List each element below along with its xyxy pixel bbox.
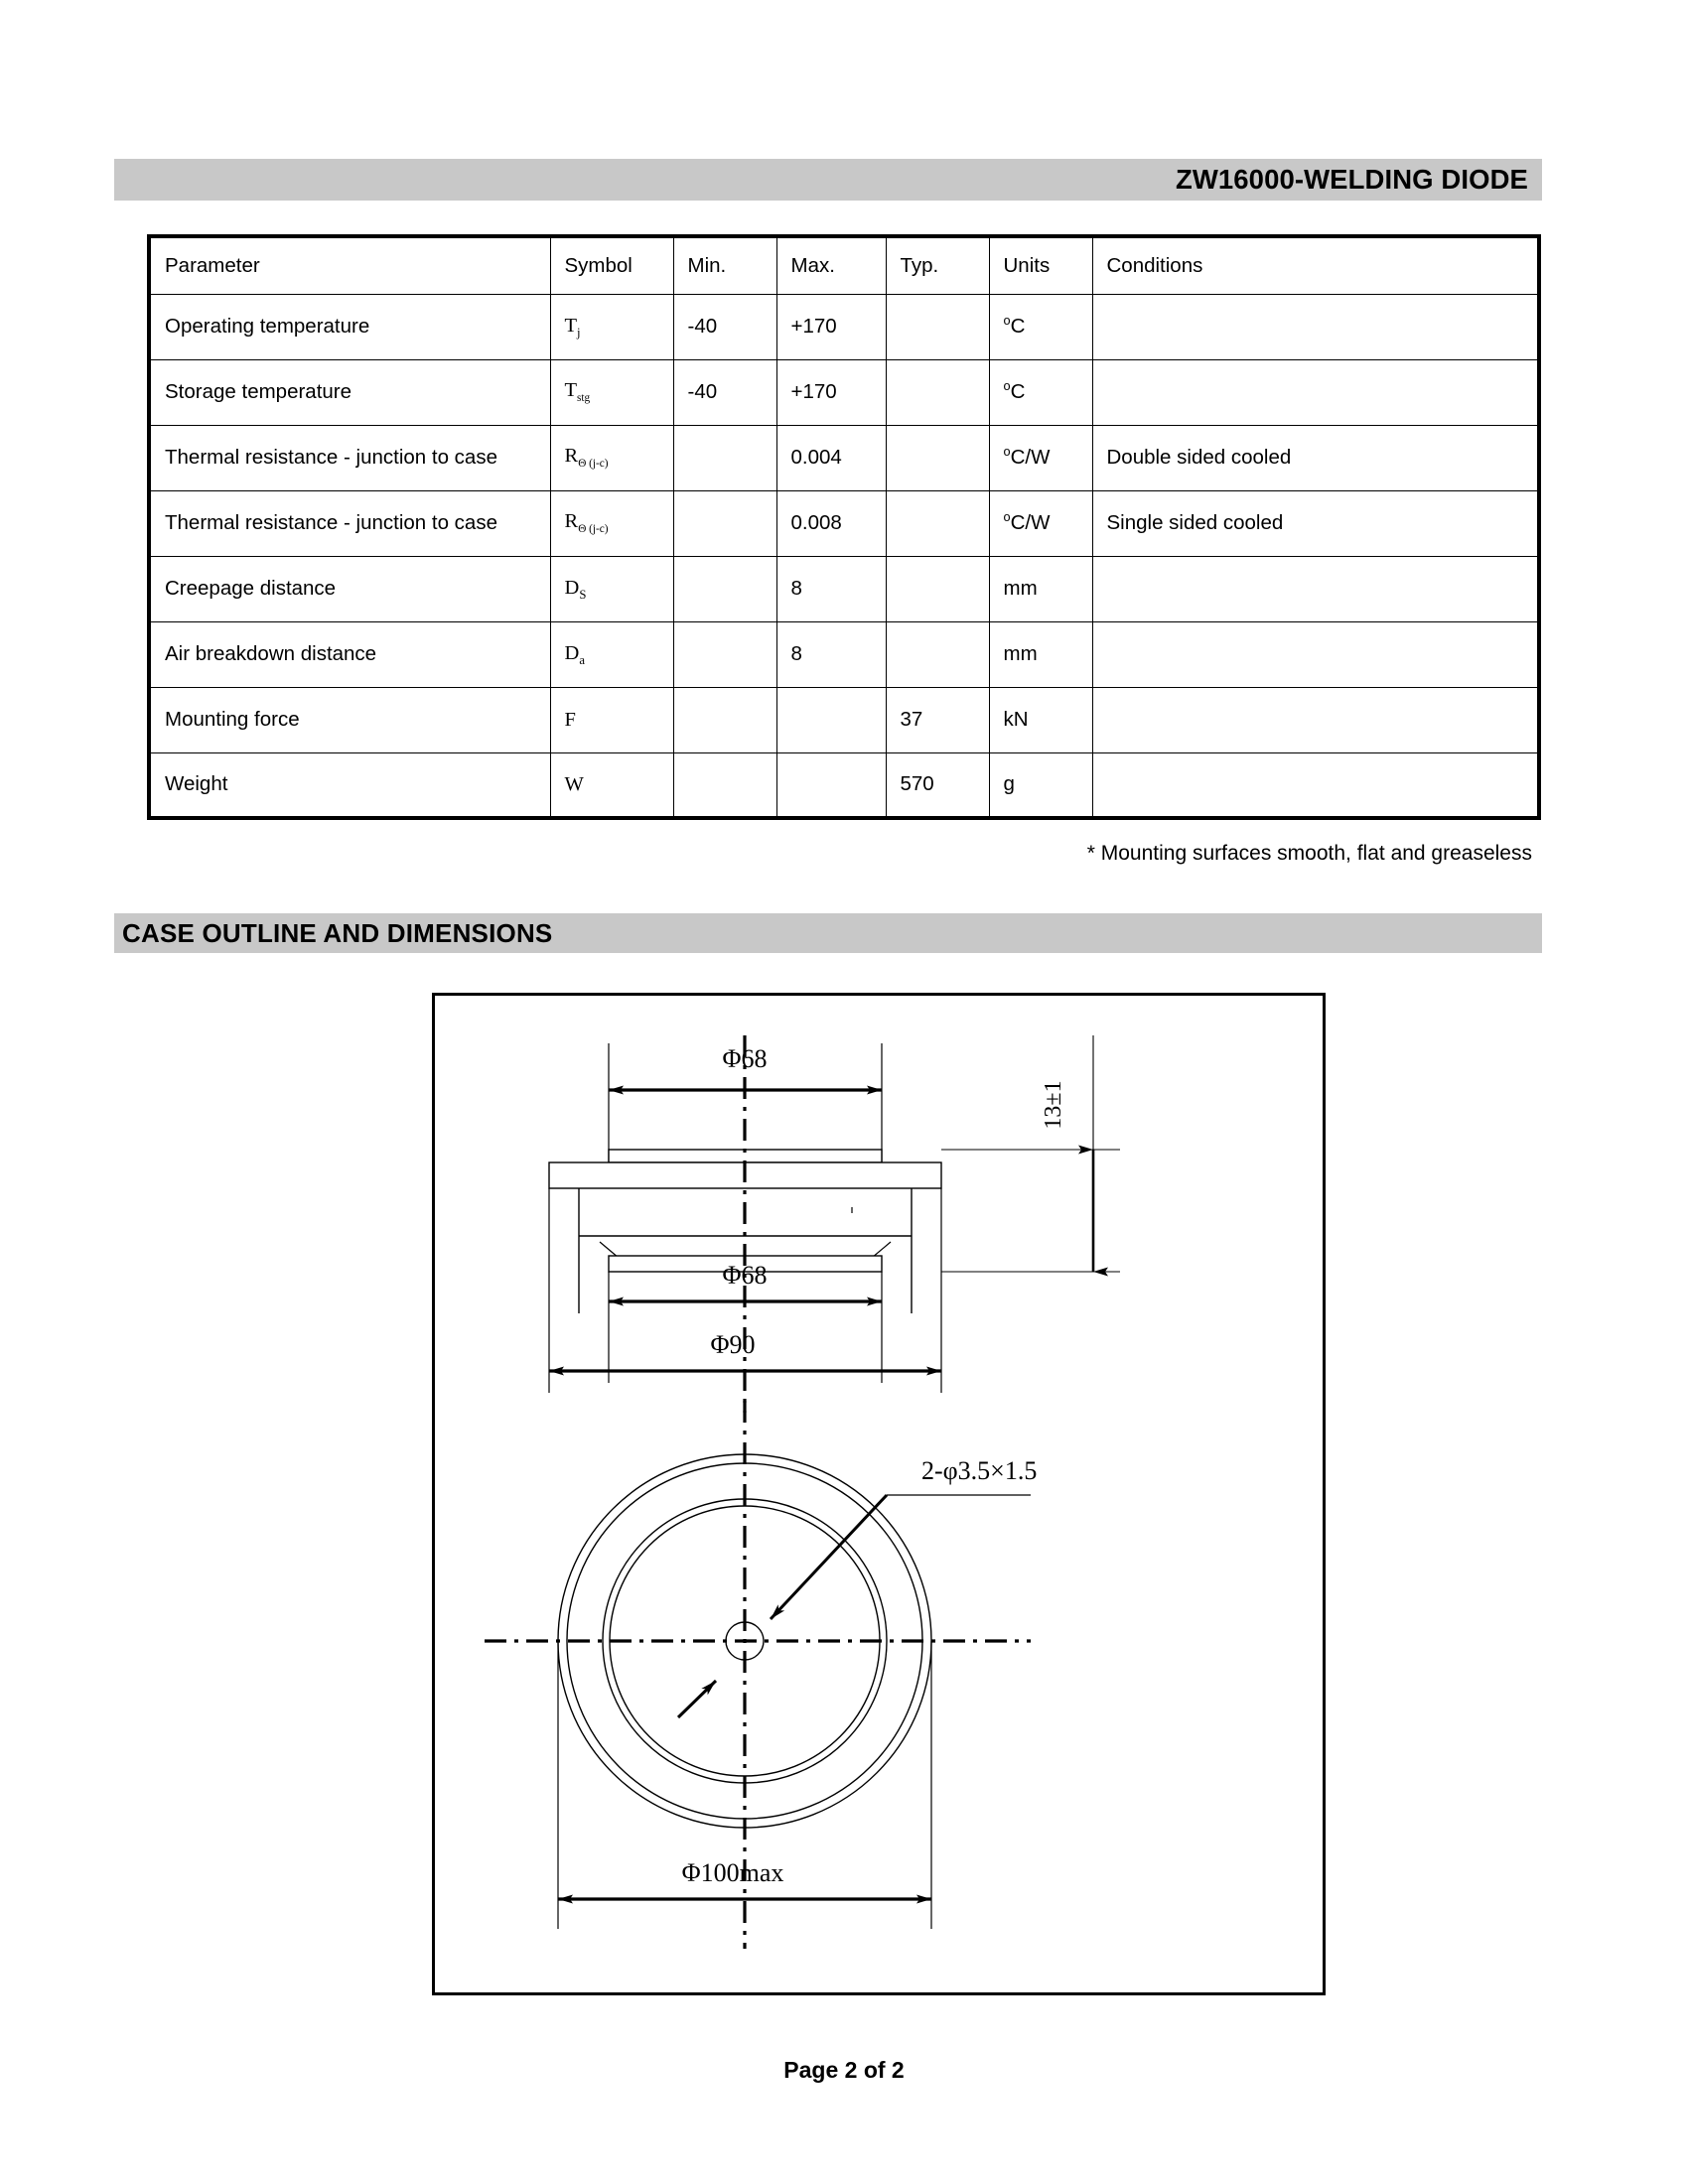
mounting-footnote: * Mounting surfaces smooth, flat and greaseless [1086,842,1532,865]
cell-parameter: Weight [149,752,550,818]
cell-symbol [550,490,673,556]
table-row [149,425,1539,490]
units-text: C/W [1010,446,1051,469]
cell-typ [886,425,989,490]
symbol-base: R [564,510,579,533]
dim-label-height: 13±1 [1041,1080,1066,1130]
degree-symbol: o [1003,313,1011,329]
degree-symbol: o [1003,444,1011,460]
cell-typ [886,490,989,556]
cell-conditions [1092,359,1539,425]
units-text: C/W [1010,511,1051,534]
cell-min [673,425,776,490]
cell-max: +170 [776,294,886,359]
cell-min [673,752,776,818]
table-row [149,687,1539,752]
symbol-subscript: Θ (j-c) [578,523,609,536]
column-header-units: Units [989,236,1092,294]
cell-typ: 570 [886,752,989,818]
column-header-symbol: Symbol [550,236,673,294]
units-text: C [1010,380,1026,403]
cell-typ: 37 [886,687,989,752]
column-header-min: Min. [673,236,776,294]
section-title: CASE OUTLINE AND DIMENSIONS [122,917,553,948]
dim-label-mid-diameter: Φ68 [722,1261,768,1290]
page-title: ZW16000-WELDING DIODE [1175,164,1528,195]
parameters-table [147,234,1541,820]
units-text: g [1003,772,1015,796]
cell-units [989,752,1092,818]
cell-parameter: Creepage distance [149,556,550,621]
cell-min [673,556,776,621]
dim-label-top-diameter: Φ68 [722,1044,768,1073]
cell-min: -40 [673,294,776,359]
symbol-subscript: S [579,587,587,602]
cell-typ [886,294,989,359]
cell-min [673,621,776,687]
dim-label-hole-note: 2-φ3.5×1.5 [921,1456,1038,1485]
cell-max: 0.004 [776,425,886,490]
cell-units [989,621,1092,687]
cell-parameter: Mounting force [149,687,550,752]
cell-units [989,425,1092,490]
cell-min: -40 [673,359,776,425]
cell-conditions [1092,294,1539,359]
symbol-base: T [564,314,578,337]
cell-max: 8 [776,621,886,687]
cell-symbol [550,752,673,818]
cell-max: 0.008 [776,490,886,556]
cell-parameter: Operating temperature [149,294,550,359]
symbol-base: D [564,576,580,599]
cell-symbol [550,425,673,490]
table-body [149,294,1539,818]
page-footer: Page 2 of 2 [783,2057,905,2083]
table-header [149,236,1539,294]
symbol-subscript: j [577,325,581,340]
leader-line-hole-note-2 [678,1681,716,1717]
table-row [149,752,1539,818]
cell-units [989,687,1092,752]
symbol-subscript: stg [577,392,591,405]
units-text: C [1010,315,1026,338]
cell-min [673,490,776,556]
cell-symbol [550,687,673,752]
dim-label-outer-diameter: Φ100max [681,1858,784,1887]
cell-conditions [1092,621,1539,687]
case-outline-svg [435,996,1323,1992]
cell-conditions: Double sided cooled [1092,425,1539,490]
table-row [149,621,1539,687]
cell-conditions: Single sided cooled [1092,490,1539,556]
case-outline-drawing [432,993,1326,1995]
column-header-conditions: Conditions [1092,236,1539,294]
table-row [149,359,1539,425]
table-row [149,294,1539,359]
cell-typ [886,556,989,621]
cell-min [673,687,776,752]
cell-parameter: Thermal resistance - junction to case [149,490,550,556]
table-row [149,490,1539,556]
cell-parameter: Thermal resistance - junction to case [149,425,550,490]
degree-symbol: o [1003,378,1011,394]
section-header-band [114,913,1542,953]
cell-units [989,294,1092,359]
column-header-parameter: Parameter [149,236,550,294]
dim-label-flange-diameter: Φ90 [710,1330,756,1359]
symbol-base: T [564,379,578,402]
column-header-typ: Typ. [886,236,989,294]
symbol-base: W [564,772,584,795]
cell-units [989,359,1092,425]
table-header-row [149,236,1539,294]
cell-max: 8 [776,556,886,621]
cell-symbol [550,294,673,359]
symbol-subscript: Θ (j-c) [578,458,609,471]
units-text: mm [1003,577,1038,600]
degree-symbol: o [1003,509,1011,525]
cell-parameter: Storage temperature [149,359,550,425]
table-row [149,556,1539,621]
cell-typ [886,359,989,425]
symbol-base: D [564,641,580,664]
units-text: mm [1003,642,1038,665]
cell-conditions [1092,556,1539,621]
cell-symbol [550,359,673,425]
units-text: kN [1003,708,1029,731]
cell-parameter: Air breakdown distance [149,621,550,687]
cell-units [989,556,1092,621]
page-header-band [114,159,1542,201]
cell-typ [886,621,989,687]
cell-max [776,752,886,818]
cell-conditions [1092,752,1539,818]
symbol-subscript: a [579,652,585,667]
cell-symbol [550,621,673,687]
cell-conditions [1092,687,1539,752]
cell-units [989,490,1092,556]
cell-max: +170 [776,359,886,425]
symbol-base: R [564,445,579,468]
symbol-base: F [564,708,576,731]
column-header-max: Max. [776,236,886,294]
cell-symbol [550,556,673,621]
cell-max [776,687,886,752]
